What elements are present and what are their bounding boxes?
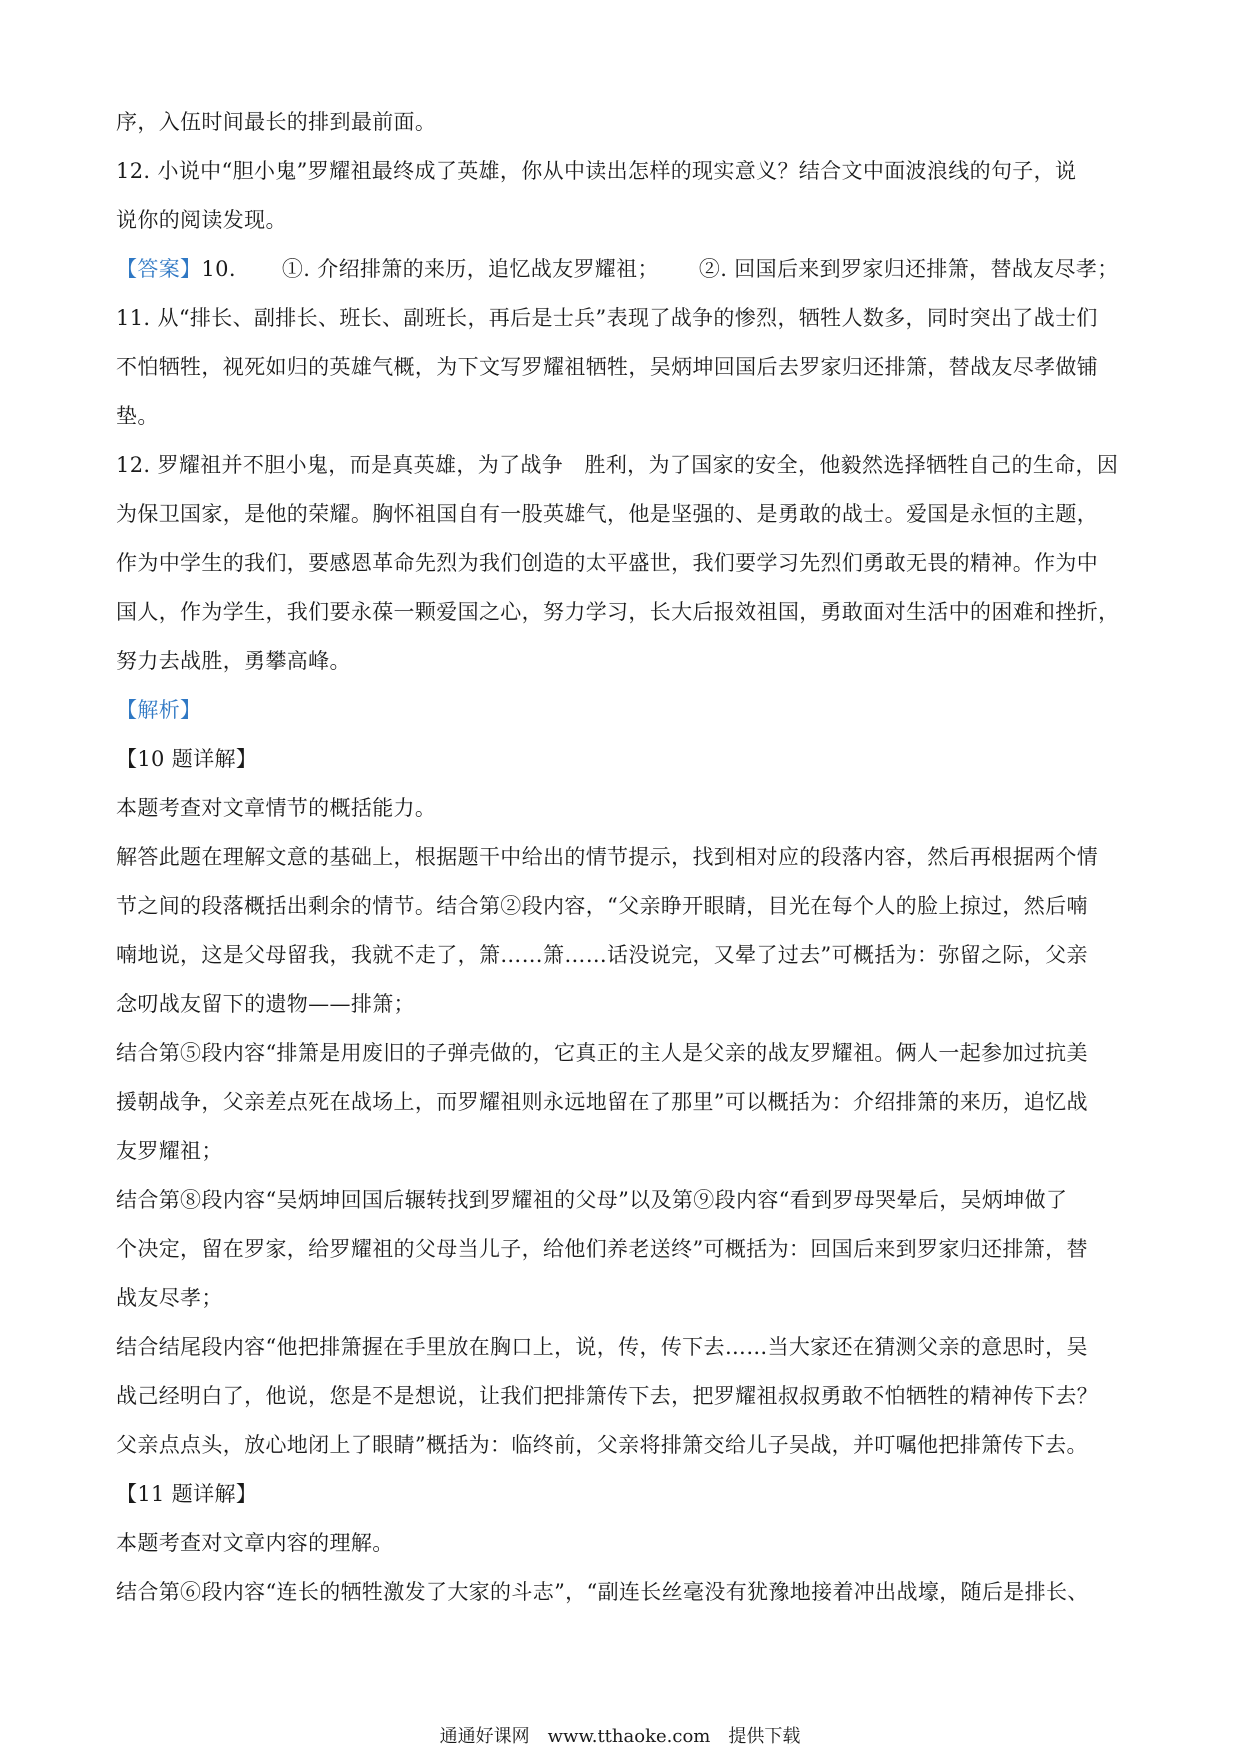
analysis-text-line: 结合第⑤段内容“排箫是用废旧的子弹壳做的，它真正的主人是父亲的战友罗耀祖。俩人一起参加过抗美 [116, 1041, 1088, 1065]
answer-text-line: 为保卫国家，是他的荣耀。胸怀祖国自有一股英雄气，他是坚强的、是勇敢的战士。爱国是永恒的主题， [116, 502, 1099, 526]
analysis-text-line: 喃地说，这是父母留我，我就不走了，箫……箫……话没说完，又晕了过去”可概括为：弥留之际，父亲 [116, 943, 1088, 967]
answer-text-line: 不怕牺牲，视死如归的英雄气概，为下文写罗耀祖牺牲，吴炳坤回国后去罗家归还排箫，替战友尽孝做铺 [116, 355, 1099, 379]
analysis-text-line: 本题考查对文章情节的概括能力。 [116, 796, 437, 820]
question-12: 12. 小说中“胆小鬼”罗耀祖最终成了英雄，你从中读出怎样的现实意义？结合文中面波浪线的句子，说 [116, 159, 1077, 183]
analysis-text-line: 念叨战友留下的遗物——排箫； [116, 992, 415, 1016]
analysis-text-line: 父亲点点头，放心地闭上了眼睛”概括为：临终前，父亲将排箫交给儿子吴战，并叮嘱他把排箫传下去。 [116, 1433, 1088, 1457]
analysis-heading-10: 【10 题详解】 [116, 747, 258, 771]
analysis-text-line: 解答此题在理解文意的基础上，根据题干中给出的情节提示，找到相对应的段落内容，然后再根据两个情 [116, 845, 1099, 869]
analysis-heading-11: 【11 题详解】 [116, 1482, 258, 1506]
document-page [116, 98, 1134, 1617]
analysis-text-line: 结合第⑧段内容“吴炳坤回国后辗转找到罗耀祖的父母”以及第⑨段内容“看到罗母哭晕后，吴炳坤做了 [116, 1188, 1068, 1212]
analysis-text-line: 援朝战争，父亲差点死在战场上，而罗耀祖则永远地留在了那里”可以概括为：介绍排箫的来历，追忆战 [116, 1090, 1088, 1114]
analysis-text-line: 战友尽孝； [116, 1286, 223, 1310]
analysis-text-line: 结合结尾段内容“他把排箫握在手里放在胸口上，说，传，传下去……当大家还在猜测父亲的意思时，吴 [116, 1335, 1088, 1359]
analysis-text-line: 结合第⑥段内容“连长的牺牲激发了大家的斗志”，“副连长丝毫没有犹豫地接着冲出战壕，随后是排长、 [116, 1580, 1089, 1604]
answer-number: 10. [201, 257, 236, 281]
answer-text-line: 12. 罗耀祖并不胆小鬼，而是真英雄，为了战争 胜利，为了国家的安全，他毅然选择牺牲自己的生命，因 [116, 453, 1119, 477]
text-line: 说你的阅读发现。 [116, 208, 287, 232]
answer-text-line: 11. 从“排长、副排长、班长、副班长，再后是士兵”表现了战争的惨烈，牺牲人数多，同时突出了战士们 [116, 306, 1098, 330]
answer-text-line: 作为中学生的我们，要感恩革命先烈为我们创造的太平盛世，我们要学习先烈们勇敢无畏的精神。作为中 [116, 551, 1099, 575]
answer-text-line: 垫。 [116, 404, 159, 428]
answer-part-1: ①. 介绍排箫的来历，追忆战友罗耀祖； [281, 257, 659, 281]
answer-tag: 【答案】 [116, 257, 202, 281]
text-line: 序，入伍时间最长的排到最前面。 [116, 110, 437, 134]
answer-line [116, 245, 1134, 294]
analysis-tag: 【解析】 [116, 698, 202, 722]
analysis-text-line: 战己经明白了，他说，您是不是想说，让我们把排箫传下去，把罗耀祖叔叔勇敢不怕牺牲的精神传下去？ [116, 1384, 1099, 1408]
page-footer: 通通好课网 www.tthaoke.com 提供下载 [439, 1726, 801, 1747]
answer-part-2: ②. 回国后来到罗家归还排箫，替战友尽孝； [698, 257, 1119, 281]
analysis-text-line: 本题考查对文章内容的理解。 [116, 1531, 394, 1555]
analysis-text-line: 节之间的段落概括出剩余的情节。结合第②段内容，“父亲睁开眼睛，目光在每个人的脸上掠过，然后喃 [116, 894, 1088, 918]
analysis-text-line: 友罗耀祖； [116, 1139, 223, 1163]
analysis-text-line: 个决定，留在罗家，给罗耀祖的父母当儿子，给他们养老送终”可概括为：回国后来到罗家归还排箫，替 [116, 1237, 1088, 1261]
answer-text-line: 国人，作为学生，我们要永葆一颗爱国之心，努力学习，长大后报效祖国，勇敢面对生活中的困难和挫折， [116, 600, 1120, 624]
answer-text-line: 努力去战胜，勇攀高峰。 [116, 649, 351, 673]
